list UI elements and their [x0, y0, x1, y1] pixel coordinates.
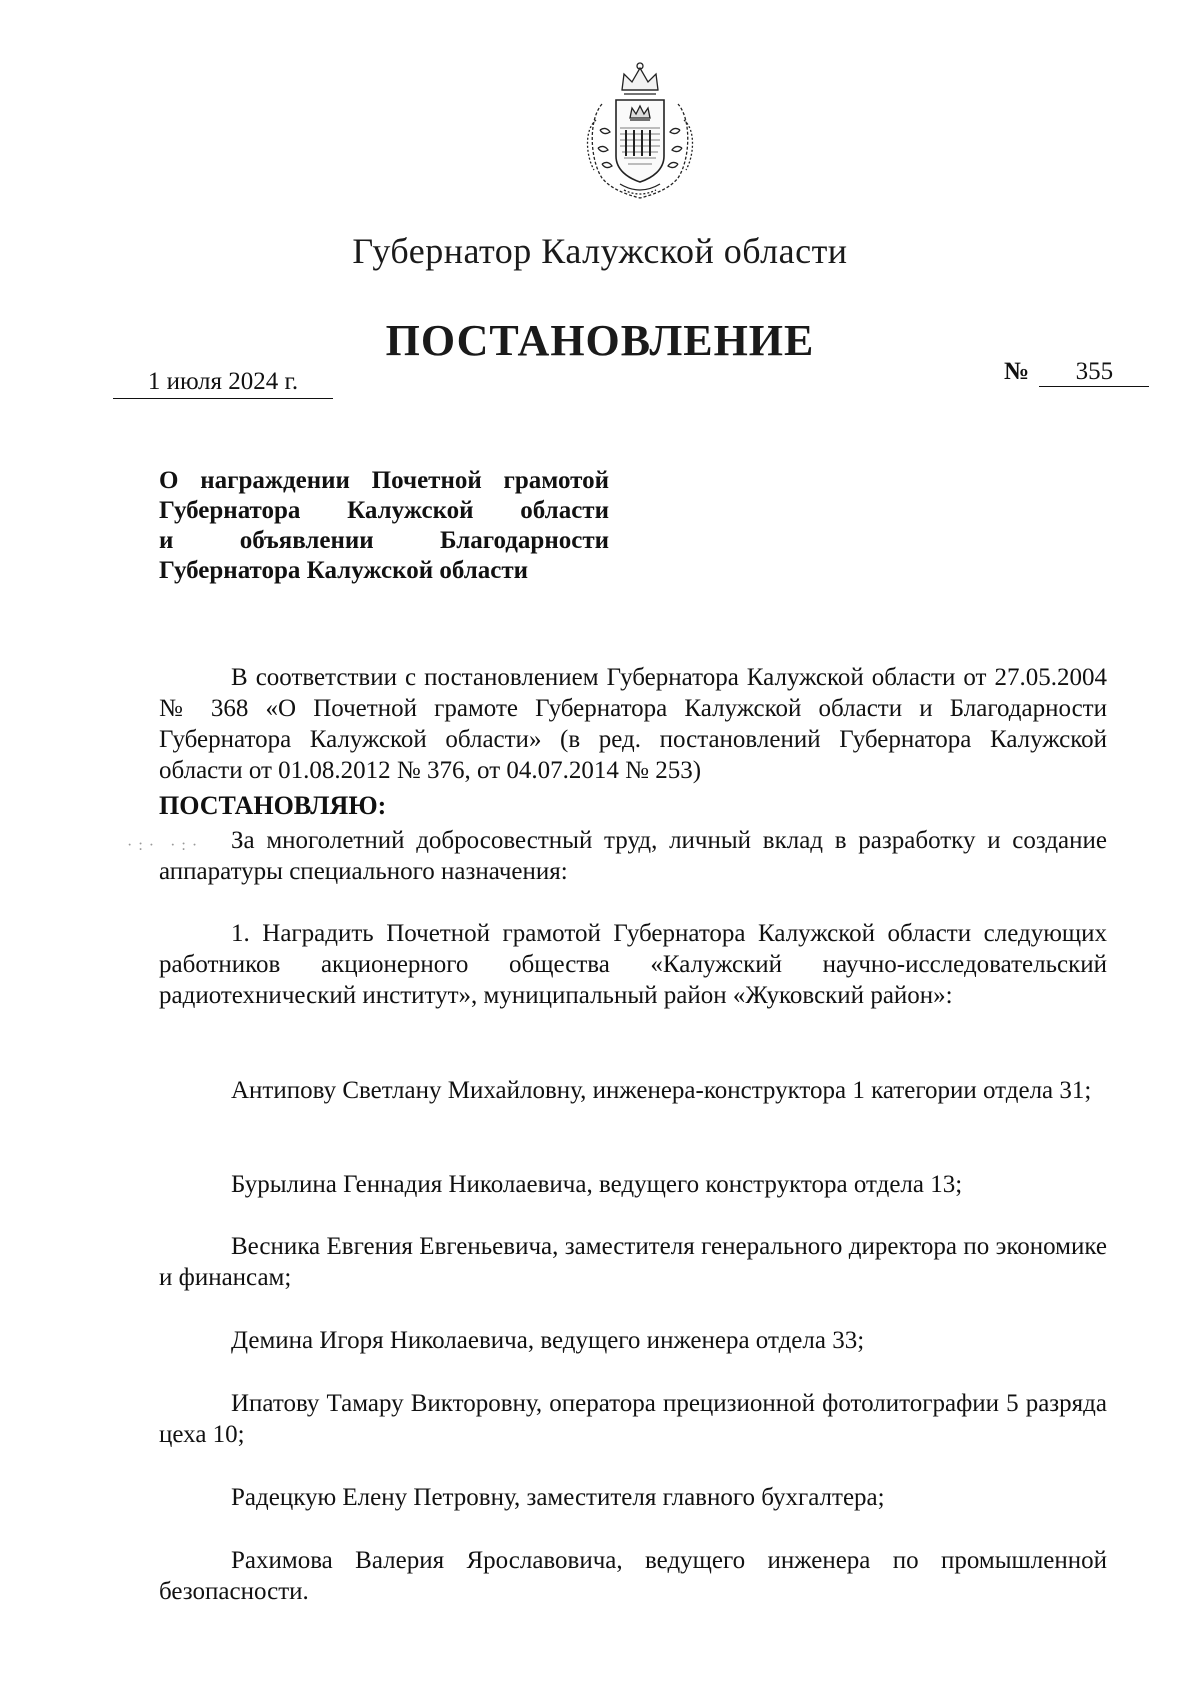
- number-label: №: [1004, 358, 1030, 385]
- subject-line: О награждении Почетной грамотой: [159, 467, 609, 494]
- person-entry: Антипову Светлану Михайловну, инженера-конструктора 1 категории отдела 31;: [231, 1077, 1092, 1104]
- decree-word: ПОСТАНОВЛЯЮ:: [159, 791, 387, 820]
- subject-line: Губернатора Калужской области: [159, 497, 609, 524]
- person-entry: Рахимова Валерия Ярославовича, ведущего инженера по промышленной безопасности.: [159, 1547, 1107, 1605]
- item-1-paragraph: 1. Наградить Почетной грамотой Губернатора Калужской области следующих работников акционерного общества «Калужский научно-исследовательский радиотехнический институт», муниципальный район «Жуковский район»:: [159, 920, 1107, 1009]
- scan-artifact: ·:· ·:·: [127, 837, 204, 854]
- subject-line: Губернатора Калужской области: [159, 557, 529, 584]
- document-subject: [159, 466, 609, 586]
- preamble-paragraph: В соответствии с постановлением Губернатора Калужской области от 27.05.2004 № 368 «О Почетной грамоте Губернатора Калужской области и Благодарности Губернатора Калужской области» (в ред. постановлений Губернатора Калужской области от 01.08.2012 № 376, от 04.07.2014 № 253): [159, 664, 1107, 784]
- person-entry: Бурылина Геннадия Николаевича, ведущего конструктора отдела 13;: [231, 1171, 963, 1198]
- number-value: 355: [1039, 358, 1149, 387]
- reason-paragraph: За многолетний добросовестный труд, личный вклад в разработку и создание аппаратуры специального назначения:: [159, 827, 1107, 885]
- issuing-authority: Губернатор Калужской области: [352, 231, 848, 271]
- person-entry: Радецкую Елену Петровну, заместителя главного бухгалтера;: [231, 1484, 885, 1511]
- person-entry: Весника Евгения Евгеньевича, заместителя генерального директора по экономике и финансам;: [159, 1233, 1107, 1291]
- subject-line: и объявлении Благодарности: [159, 527, 609, 554]
- document-number: [1004, 358, 1149, 387]
- document-type-title: ПОСТАНОВЛЕНИЕ: [385, 316, 815, 365]
- person-entry: Демина Игоря Николаевича, ведущего инженера отдела 33;: [231, 1327, 865, 1354]
- kaluga-coat-of-arms-icon: [580, 60, 700, 202]
- person-entry: Ипатову Тамару Викторовну, оператора прецизионной фотолитографии 5 разряда цеха 10;: [159, 1390, 1107, 1448]
- document-date: 1 июля 2024 г.: [113, 368, 333, 399]
